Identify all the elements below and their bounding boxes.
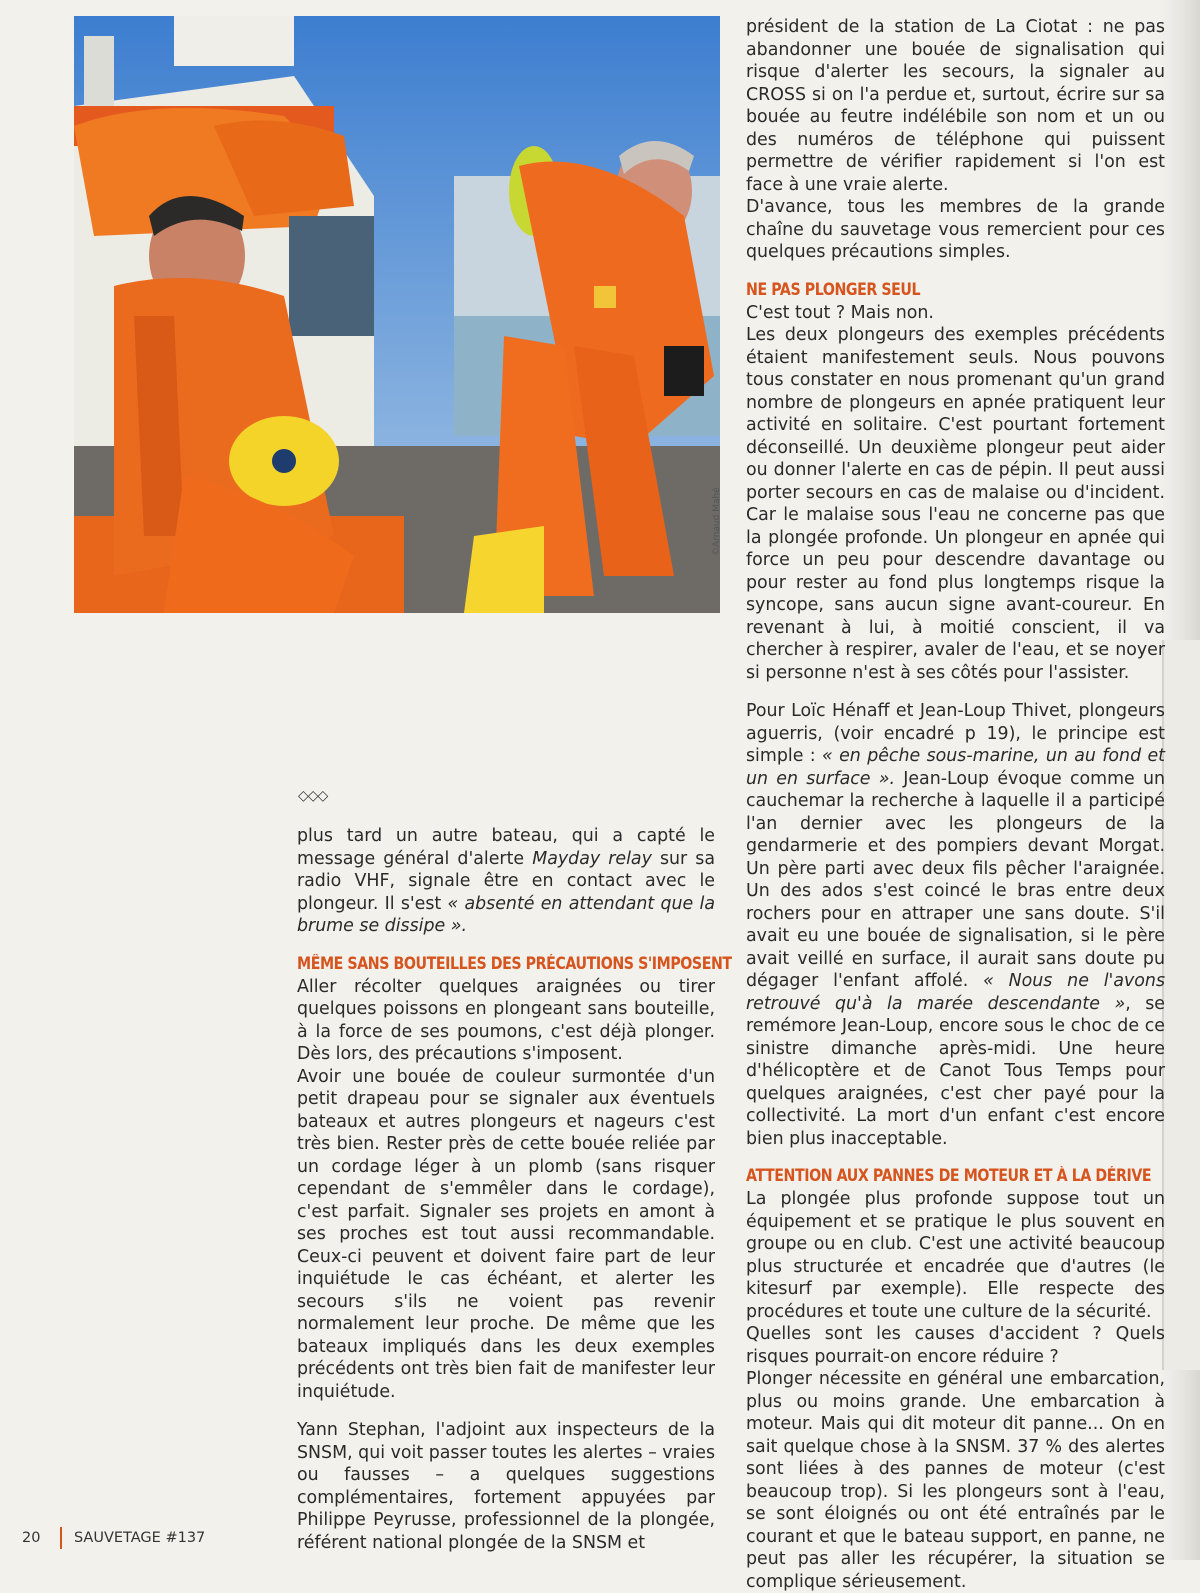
page-footer bbox=[22, 1527, 205, 1549]
paragraph: Pour Loïc Hénaff et Jean-Loup Thivet, plongeurs aguerris, (voir encadré p 19), le principe est simple : « en pêche sous-marine, un au fond et un en surface ». Jean-Loup évoque comme un cauchemar la recherche à laquelle il a participé l'an dernier avec les plongeurs de la gendarmerie et des pompiers devant Morgat. Un père parti avec deux fils pêcher l'araignée. Un des ados s'est coincé le bras entre deux rochers pour en attraper une sans doute. S'il avait eu une bouée de signalisation, si le père avait veillé en surface, il aurait sans doute pu dégager l'enfant affolé. « Nous ne l'avons retrouvé qu'à la marée descendante », se remémore Jean-Loup, encore sous le choc de ce sinistre dimanche après-midi. Une heure d'hélicoptère et de Canot Tous Temps pour quelques araignées, c'est cher payé pour la collectivité. La mort d'un enfant c'est encore bien plus inacceptable. bbox=[746, 701, 1165, 1149]
paragraph: Plonger nécessite en général une embarcation, plus ou moins grande. Une embarcation à moteur. Mais qui dit moteur dit panne... On en sait quelque chose à la SNSM. 37 % des alertes sont liées à des pannes de moteur (c'est beaucoup trop). Si les plongeurs sont à l'eau, se sont éloignés ou ont été entraînés par le courant et que le bateau support, en panne, ne peut pas aller les récupérer, la situation se complique sérieusement. bbox=[746, 1369, 1165, 1592]
paragraph: C'est tout ? Mais non. bbox=[746, 302, 934, 323]
paragraph: président de la station de La Ciotat : ne pas abandonner une bouée de signalisation qui risque d'alerter les secours, la signaler au CROSS si on l'a perdue et, surtout, écrire sur sa bouée au feutre indélébile son nom et un ou des numéros de téléphone qui puissent permettre de vérifier rapidement si l'on est face à une vraie alerte. bbox=[746, 17, 1165, 195]
section-heading: MÊME SANS BOUTEILLES DES PRÉCAUTIONS S'IMPOSENT bbox=[297, 953, 732, 973]
magazine-issue: SAUVETAGE #137 bbox=[73, 1530, 206, 1546]
paragraph: La plongée plus profonde suppose tout un équipement et se pratique le plus souvent en groupe ou en club. C'est une activité beaucoup plus structurée et encadrée que d'autres (le kitesurf par exemple). Elle respecte des procédures et toute une culture de la sécurité. bbox=[746, 1189, 1165, 1322]
lifeboat-crew-photo bbox=[74, 16, 720, 613]
footer-separator bbox=[60, 1527, 62, 1549]
article-left-column bbox=[297, 825, 732, 1554]
section-heading: NE PAS PLONGER SEUL bbox=[746, 279, 921, 299]
section-heading: ATTENTION AUX PANNES DE MOTEUR ET À LA DÉRIVE bbox=[746, 1166, 1152, 1185]
ornament-divider: ◇◇◇ bbox=[298, 788, 328, 804]
page-number: 20 bbox=[22, 1530, 41, 1546]
paragraph: plus tard un autre bateau, qui a capté le message général d'alerte Mayday relay sur sa radio VHF, signale être en contact avec le plongeur. Il s'est « absenté en attendant que la brume se dissipe ». bbox=[297, 826, 716, 936]
paragraph: Aller récolter quelques araignées ou tirer quelques poissons en plongeant sans bouteille, à la force de ses poumons, c'est déjà plonger. Dès lors, des précautions s'imposent. bbox=[297, 976, 715, 1064]
paragraph: Yann Stephan, l'adjoint aux inspecteurs de la SNSM, qui voit passer toutes les alertes – vraies ou fausses – a quelques suggestions complémentaires, fortement appuyées par Philippe Peyrusse, professionnel de la plongée, référent national plongée de la SNSM et bbox=[297, 1420, 715, 1553]
paragraph: Les deux plongeurs des exemples précédents étaient manifestement seuls. Nous pouvons tous constater en nous promenant qu'un grand nombre de plongeurs en apnée pratiquent leur activité en solitaire. C'est pourtant fortement déconseillé. Un deuxième plongeur peut aider ou donner l'alerte en cas de pépin. Il peut aussi porter secours en cas de malaise ou d'incident. Car le malaise sous l'eau ne concerne pas que la plongée profonde. Un plongeur en apnée qui force un peu pour descendre davantage ou pour rester au fond plus longtemps risque la syncope, sans aucun signe avant-coureur. En revenant à lui, à moitié conscient, il va chercher à respirer, avaler de l'eau, et se noyer si personne n'est à ses côtés pour l'assister. bbox=[746, 325, 1165, 683]
article-right-column bbox=[746, 16, 1165, 1593]
photo-illustration bbox=[74, 16, 720, 613]
page-edge-box bbox=[1162, 640, 1200, 1370]
paragraph: Quelles sont les causes d'accident ? Quels risques pourrait-on encore réduire ? bbox=[746, 1324, 1165, 1367]
paragraph: D'avance, tous les membres de la grande chaîne du sauvetage vous remercient pour ces quelques précautions simples. bbox=[746, 197, 1165, 262]
paragraph: Avoir une bouée de couleur surmontée d'un petit drapeau pour se signaler aux éventuels bateaux et autres plongeurs et nageurs c'est très bien. Rester près de cette bouée reliée par un cordage léger à un plomb (sans risquer cependant de s'emmêler dans le cordage), c'est parfait. Signaler ses projets en amont à ses proches est tout aussi recommandable. Ceux-ci peuvent et doivent faire part de leur inquiétude le cas échéant, et alerter les secours s'ils ne voient pas revenir normalement leur proche. De même que les bateaux impliqués dans les deux exemples précédents ont très bien fait de manifester leur inquiétude. bbox=[297, 1066, 715, 1402]
photo-credit: ©Arnaud Mahé bbox=[712, 487, 722, 556]
